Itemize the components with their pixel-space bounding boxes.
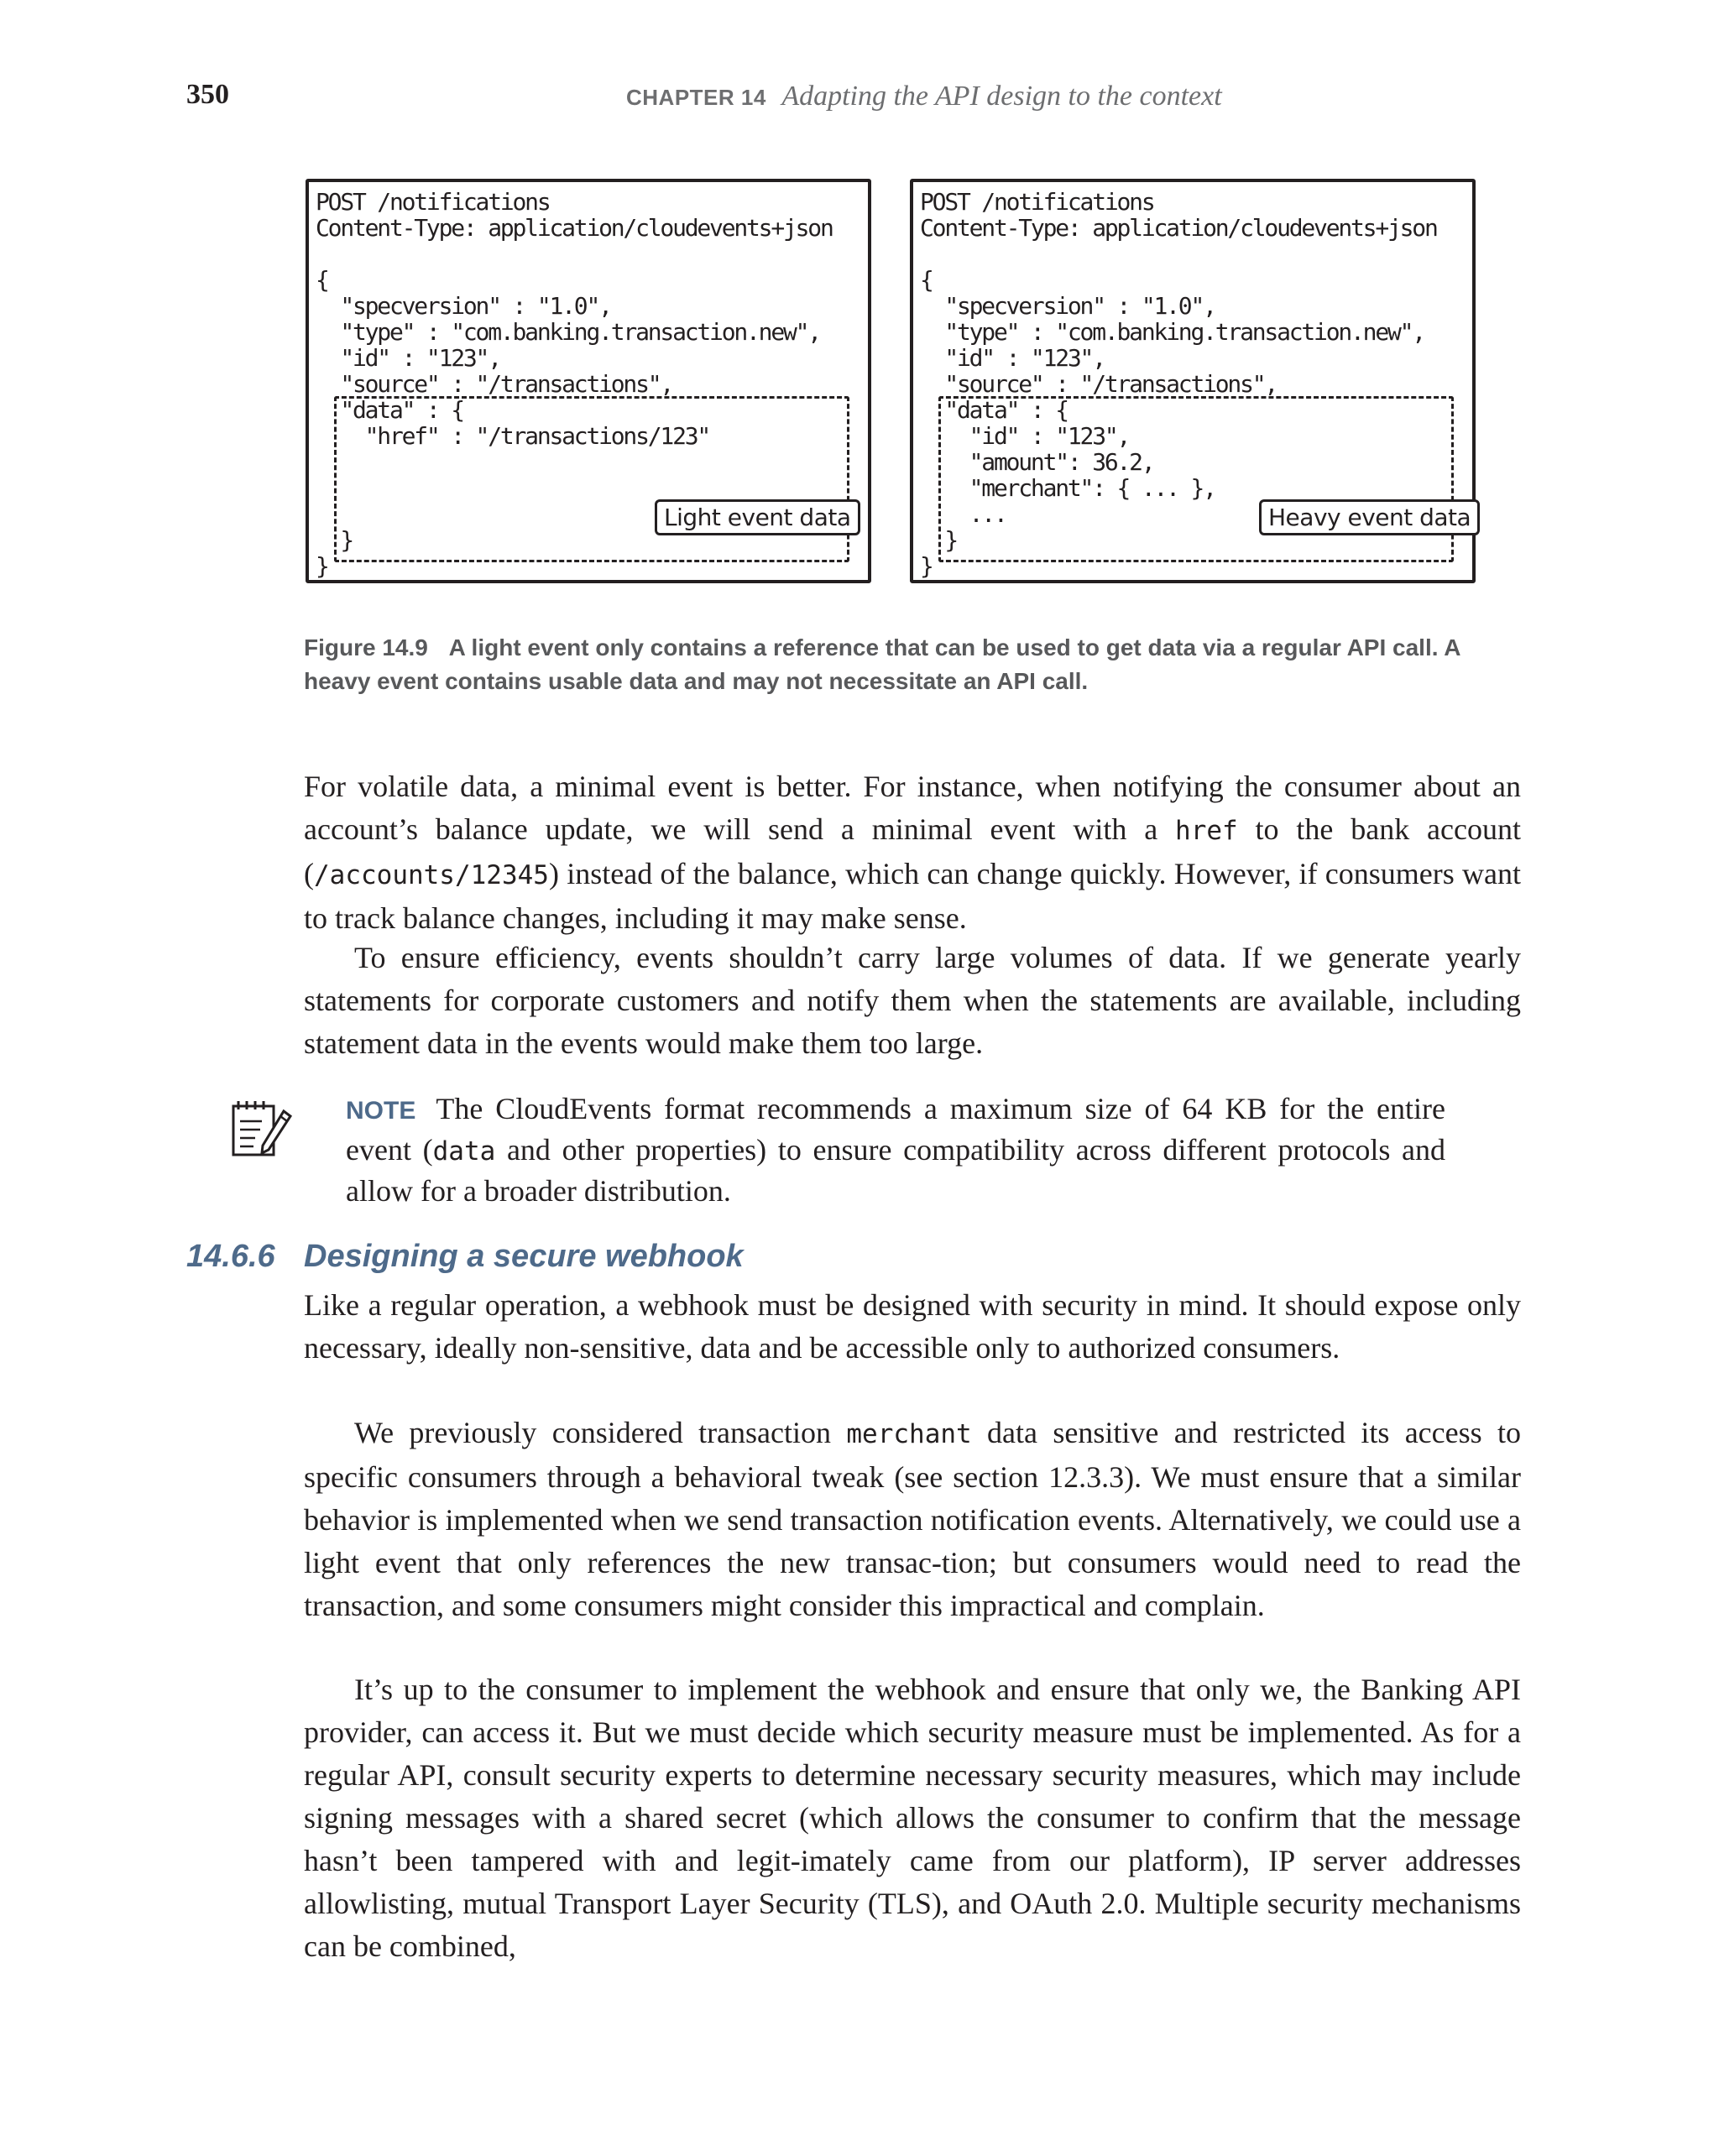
paragraph-webhook-security: Like a regular operation, a webhook must be designed with security in mind. It should expose only necessary, ideally non-sensitive, data and be accessible only to authorized consumers. (304, 1288, 1521, 1365)
light-event-panel (306, 179, 871, 583)
light-event-code: POST /notifications Content-Type: application/cloudevents+json { "specversion" : "1.0", "type" : "com.banking.transaction.new", "id" : "123", "source" : "/transactions", "data" : { "href" : "/transactions/123" } } (316, 188, 833, 580)
note-text: The CloudEvents format recommends a maximum size of 64 KB for the entire event ( (346, 1092, 1445, 1167)
note-block (346, 1089, 1445, 1211)
inline-code-accounts-path: /accounts/12345 (314, 860, 549, 890)
figure-label: Figure 14.9 (304, 634, 428, 660)
paragraph-consumer-security: It’s up to the consumer to implement the webhook and ensure that only we, the Banking API provider, can access it. But we must decide which security measure must be implemented. As for a regular API, consult security experts to determine necessary security measures, which may include signing messages with a shared secret (which allows the consumer to confirm that the message hasn’t been tampered with and legit-imately came from our platform), IP server addresses allowlisting, mutual Transport Layer Security (TLS), and OAuth 2.0. Multiple security mechanisms can be combined, (304, 1673, 1521, 1963)
inline-code-href: href (1175, 816, 1238, 846)
heavy-event-panel (910, 179, 1476, 583)
paragraph-volatile-data (304, 765, 1521, 940)
paragraph-text: to the bank account ( (304, 812, 1521, 890)
note-pad-icon (228, 1098, 294, 1162)
chapter-label: CHAPTER 14 (626, 85, 766, 110)
heavy-event-callout: Heavy event data (1259, 499, 1480, 535)
note-text: and other properties) to ensure compatibility across different protocols and allow for a broader distribution. (346, 1133, 1445, 1208)
page-number: 350 (186, 79, 229, 110)
figure-caption (304, 631, 1479, 698)
paragraph-efficiency: To ensure efficiency, events shouldn’t carry large volumes of data. If we generate yearly statements for corporate customers and notify them when the statements are available, including statement data in the events would make them too large. (304, 941, 1521, 1060)
section-title: Designing a secure webhook (304, 1239, 744, 1274)
paragraph-text: data sensitive and restricted its access to specific consumers through a behavioral tweak (see section 12.3.3). We must ensure that a similar behavior is implemented when we send transaction notification events. Alternatively, we could use a light event that only references the new transac-tion; but consumers would need to read the transaction, and some consumers might consider this impractical and complain. (304, 1416, 1521, 1622)
heavy-event-code: POST /notifications Content-Type: application/cloudevents+json { "specversion" : "1.0", "type" : "com.banking.transaction.new", "id" : "123", "source" : "/transactions", "data" : { "id" : "123", "amount": 36.2, "merchant": { ... }, ... } } (920, 188, 1437, 580)
inline-code-merchant: merchant (846, 1419, 972, 1449)
section-number: 14.6.6 (186, 1239, 275, 1274)
section-heading (186, 1239, 744, 1275)
inline-code-data: data (432, 1136, 496, 1167)
paragraph-text: ) instead of the balance, which can change quickly. However, if consumers want to track balance changes, including it may make sense. (304, 857, 1521, 935)
chapter-title: Adapting the API design to the context (781, 81, 1222, 112)
paragraph-merchant-data (304, 1412, 1521, 1627)
light-event-callout: Light event data (655, 499, 860, 535)
note-label: NOTE (346, 1097, 416, 1125)
figure-caption-text: A light event only contains a reference that can be used to get data via a regular API call. A heavy event contains usable data and may not necessitate an API call. (304, 634, 1460, 694)
paragraph-text: We previously considered transaction (354, 1416, 847, 1449)
running-head (626, 81, 1222, 112)
paragraph-text: For volatile data, a minimal event is better. For instance, when notifying the consumer about an account’s balance update, we will send a minimal event with a (304, 770, 1521, 846)
